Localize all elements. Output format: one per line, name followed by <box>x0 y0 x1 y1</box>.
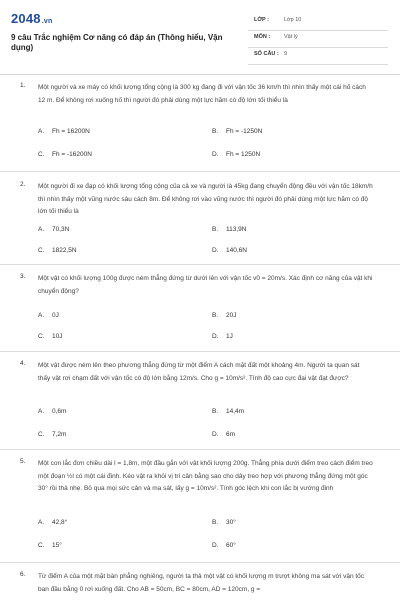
option-text: 14,4m <box>226 408 245 415</box>
option-text: 30° <box>226 519 236 526</box>
option-letter: C. <box>38 542 45 549</box>
option-text: Fh = 1250N <box>226 151 261 158</box>
option-text: 60° <box>226 542 236 549</box>
option-text: 20J <box>226 312 237 319</box>
option-letter: A. <box>38 226 45 233</box>
option-letter: C. <box>38 431 45 438</box>
option-letter: A. <box>38 128 45 135</box>
option-text: 1J <box>226 333 233 340</box>
option-text: 140,6N <box>226 247 247 254</box>
meta-key: SỐ CÂU : <box>254 51 279 57</box>
question-text: Một người và xe máy có khối lượng tổng cộng là 300 kg đang đi với vận tốc 36 km/h thì nhìn thấy một cái hố cách 12 m. Để không rơi xuống hố thì người đó phải dùng một lực hãm có độ lớn tối thiểu là <box>38 84 366 104</box>
meta-key: MÔN : <box>254 34 271 40</box>
question-number: 1. <box>20 82 26 89</box>
option-text: 10J <box>52 333 63 340</box>
meta-divider <box>248 64 388 65</box>
option-letter: C. <box>38 247 45 254</box>
question-number: 5. <box>20 458 26 465</box>
option-a[interactable] <box>38 408 66 415</box>
meta-row-class <box>248 14 388 31</box>
question-text: Một vật có khối lượng 100g được ném thẳng đứng từ dưới lên với vận tốc v0 = 20m/s. Xác định cơ năng của vật khi chuyển động? <box>38 275 373 295</box>
option-text: 1822,5N <box>52 247 77 254</box>
option-text: Fh = -16200N <box>52 151 92 158</box>
question-number: 3. <box>20 273 26 280</box>
option-letter: D. <box>212 542 219 549</box>
option-c[interactable] <box>38 431 66 438</box>
logo-domain-text: .vn <box>41 18 53 25</box>
question-text: Từ điểm A của một mặt bàn phẳng nghiêng, người ta thả một vật có khối lượng m trượt không ma sát với vận tốc ban đầu bằng 0 rơi xuống đất. Cho AB = 50cm, BC = 80cm, AD = 120cm, g = <box>38 573 365 593</box>
question-divider <box>0 351 400 352</box>
option-c[interactable] <box>38 247 77 254</box>
question-number: 4. <box>20 360 26 367</box>
option-letter: D. <box>212 431 219 438</box>
header-divider <box>0 74 400 75</box>
option-d[interactable] <box>212 151 260 158</box>
question-number: 2. <box>20 181 26 188</box>
option-a[interactable] <box>38 226 69 233</box>
question-divider <box>0 264 400 265</box>
option-d[interactable] <box>212 247 247 254</box>
option-text: 15° <box>52 542 62 549</box>
option-a[interactable] <box>38 312 59 319</box>
option-letter: C. <box>38 333 45 340</box>
logo-main-text: 2048 <box>11 11 41 26</box>
option-c[interactable] <box>38 151 92 158</box>
option-letter: D. <box>212 247 219 254</box>
document-title: 9 câu Trắc nghiệm Cơ năng có đáp án (Thông hiểu, Vận dụng) <box>11 33 223 52</box>
meta-value: 9 <box>284 51 288 57</box>
meta-row-count <box>248 48 388 65</box>
site-logo[interactable] <box>11 11 52 26</box>
option-d[interactable] <box>212 542 236 549</box>
option-letter: B. <box>212 312 219 319</box>
question-text: Một vật được ném lên theo phương thẳng đứng từ một điểm A cách mặt đất một khoảng 4m. Người ta quan sát thấy vật rơi chạm đất với vận tốc có độ lớn bằng 12m/s. Cho g = 10m/s². Tính độ cao cực đại vật đạt được? <box>38 362 360 382</box>
question-divider <box>0 171 400 172</box>
option-letter: B. <box>212 226 219 233</box>
option-c[interactable] <box>38 542 62 549</box>
option-b[interactable] <box>212 519 236 526</box>
option-text: 113,9N <box>226 226 247 233</box>
option-letter: B. <box>212 408 219 415</box>
meta-row-subject <box>248 31 388 48</box>
question-divider <box>0 449 400 450</box>
option-letter: D. <box>212 333 219 340</box>
option-text: 70,3N <box>52 226 70 233</box>
option-b[interactable] <box>212 226 246 233</box>
option-text: 42,8° <box>52 519 68 526</box>
option-text: 0,6m <box>52 408 67 415</box>
option-letter: A. <box>38 408 45 415</box>
document-meta <box>248 14 388 65</box>
option-a[interactable] <box>38 519 67 526</box>
meta-key: LỚP : <box>254 17 269 23</box>
option-text: Fh = 16200N <box>52 128 90 135</box>
question-text: Một con lắc đơn chiều dài l = 1,8m, một đầu gắn với vật khối lượng 200g. Thẳng phía dưới điểm treo cách điểm treo một đoạn ½l có một cái đinh. Kéo vật ra khỏi vị trí cân bằng sao cho dây treo hợp với phương thẳng đứng một góc 30° rồi thả nhẹ. Bỏ qua mọi sức cản và ma sát, lấy g = 10m/s². Tính góc lệch khi con lắc bị vướng đinh <box>38 460 373 492</box>
option-letter: A. <box>38 519 45 526</box>
option-a[interactable] <box>38 128 90 135</box>
question-divider <box>0 562 400 563</box>
meta-value: Lớp 10 <box>284 17 302 23</box>
option-b[interactable] <box>212 312 236 319</box>
question-number: 6. <box>20 571 26 578</box>
option-letter: D. <box>212 151 219 158</box>
option-b[interactable] <box>212 408 244 415</box>
document-header <box>0 0 400 64</box>
option-text: 0J <box>52 312 59 319</box>
option-letter: B. <box>212 519 219 526</box>
option-text: 6m <box>226 431 236 438</box>
question-text: Một người đi xe đạp có khối lượng tổng cộng của cả xe và người là 45kg đang chuyển động đều với vận tốc 18km/h thì nhìn thấy một vũng nước sâu cách 8m. Để không rơi vào vũng nước thì người đó phải dùng một lực hãm có độ lớn tối thiểu là <box>38 183 373 215</box>
meta-value: Vật lý <box>284 34 298 40</box>
option-b[interactable] <box>212 128 262 135</box>
option-c[interactable] <box>38 333 62 340</box>
option-letter: A. <box>38 312 45 319</box>
option-d[interactable] <box>212 333 233 340</box>
option-letter: B. <box>212 128 219 135</box>
option-letter: C. <box>38 151 45 158</box>
option-text: Fh = -1250N <box>226 128 263 135</box>
option-text: 7,2m <box>52 431 67 438</box>
option-d[interactable] <box>212 431 235 438</box>
